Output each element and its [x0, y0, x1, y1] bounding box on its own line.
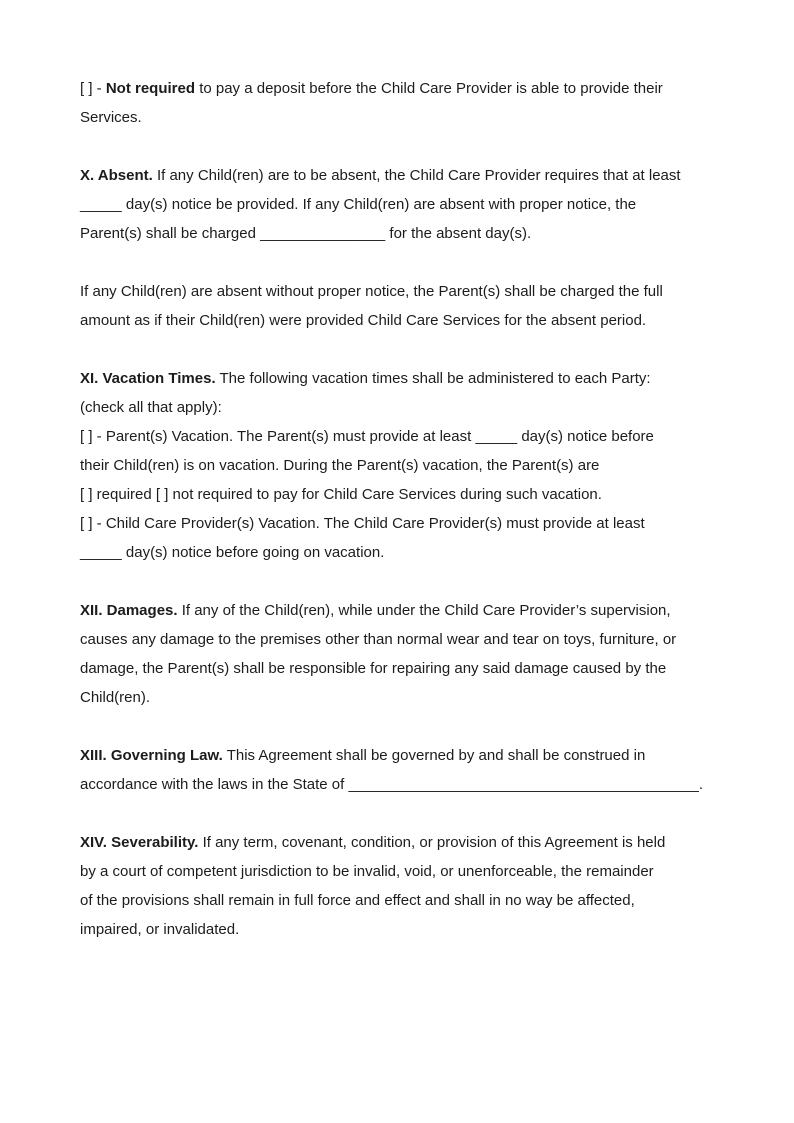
line-text: This Agreement shall be governed by and shall be construed in: [222, 747, 646, 764]
paragraph-line: [ ] - Parent(s) Vacation. The Parent(s) must provide at least _____ day(s) notice before: [80, 428, 654, 445]
damages-section: [80, 596, 720, 712]
absent-section: [80, 161, 720, 335]
section-heading: XIV. Severability.: [80, 834, 199, 851]
paragraph-line: [80, 74, 720, 103]
paragraph-spacer: [80, 335, 720, 364]
paragraph-line: by a court of competent jurisdiction to be invalid, void, or unenforceable, the remainder: [80, 863, 654, 880]
paragraph-line: [80, 828, 720, 857]
paragraph-spacer: [80, 132, 720, 161]
section-heading: XI. Vacation Times.: [80, 370, 216, 387]
section-heading: XIII. Governing Law.: [80, 747, 223, 764]
document-page: [80, 74, 720, 944]
severability-section: [80, 828, 720, 944]
paragraph-line: [80, 161, 720, 190]
paragraph-line: damage, the Parent(s) shall be responsible for repairing any said damage caused by the: [80, 660, 667, 677]
deposit-option-paragraph: [80, 74, 720, 132]
paragraph-line: [80, 364, 720, 393]
paragraph-spacer: [80, 799, 720, 828]
line-text: If any Child(ren) are to be absent, the Child Care Provider requires that at least: [152, 167, 681, 184]
paragraph-line: _____ day(s) notice be provided. If any Child(ren) are absent with proper notice, the: [80, 196, 637, 213]
paragraph-line: _____ day(s) notice before going on vacation.: [80, 544, 385, 561]
paragraph-spacer: [80, 567, 720, 596]
paragraph-line: Child(ren).: [80, 689, 151, 706]
paragraph-line: [80, 741, 720, 770]
line-text: If any of the Child(ren), while under the Child Care Provider’s supervision,: [177, 602, 671, 619]
line-text: to pay a deposit before the Child Care Provider is able to provide their: [195, 80, 663, 97]
section-heading: X. Absent.: [80, 167, 153, 184]
paragraph-line: (check all that apply):: [80, 399, 222, 416]
vacation-section: [80, 364, 720, 567]
bold-phrase: Not required: [105, 80, 196, 97]
line-text: The following vacation times shall be administered to each Party:: [215, 370, 651, 387]
paragraph-line: Parent(s) shall be charged _______________ for the absent day(s).: [80, 225, 532, 242]
paragraph-line: causes any damage to the premises other than normal wear and tear on toys, furniture, or: [80, 631, 677, 648]
paragraph-line: If any Child(ren) are absent without proper notice, the Parent(s) shall be charged the full: [80, 283, 663, 300]
line-text: If any term, covenant, condition, or provision of this Agreement is held: [198, 834, 666, 851]
paragraph-spacer: [80, 712, 720, 741]
paragraph-line: accordance with the laws in the State of __________________________________________.: [80, 776, 704, 793]
paragraph-line: of the provisions shall remain in full force and effect and shall in no way be affected,: [80, 892, 635, 909]
checkbox-text: [ ] -: [80, 80, 106, 97]
section-heading: XII. Damages.: [80, 602, 178, 619]
paragraph-line: [ ] required [ ] not required to pay for Child Care Services during such vacation.: [80, 486, 602, 503]
paragraph-line: [80, 596, 720, 625]
paragraph-line: Services.: [80, 109, 142, 126]
paragraph-line: impaired, or invalidated.: [80, 921, 240, 938]
paragraph-line: their Child(ren) is on vacation. During the Parent(s) vacation, the Parent(s) are: [80, 457, 600, 474]
paragraph-spacer: [80, 248, 720, 277]
paragraph-line: amount as if their Child(ren) were provided Child Care Services for the absent period.: [80, 312, 647, 329]
paragraph-line: [ ] - Child Care Provider(s) Vacation. The Child Care Provider(s) must provide at least: [80, 515, 645, 532]
governing-law-section: [80, 741, 720, 799]
